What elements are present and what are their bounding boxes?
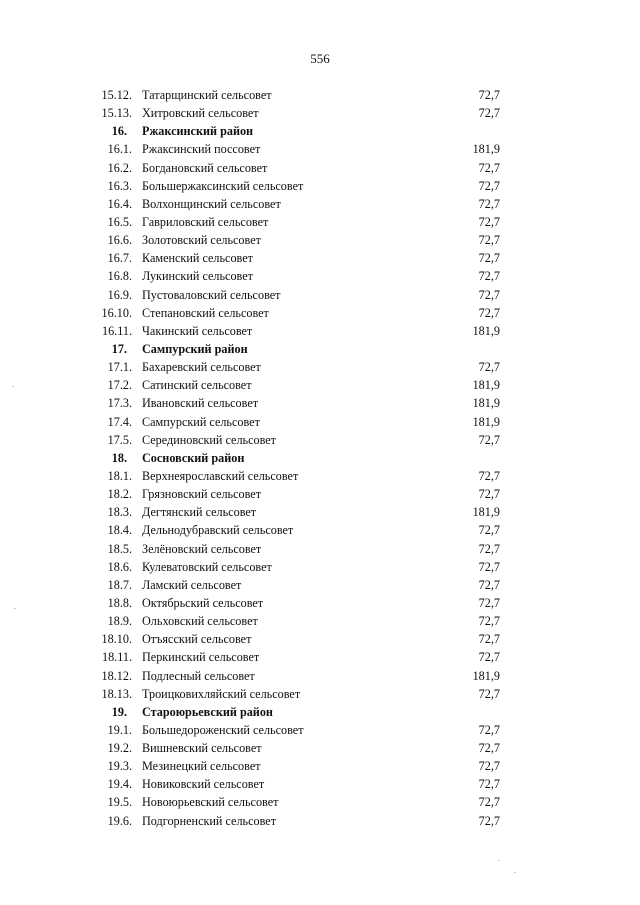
row-number: 19.4. [107,777,132,792]
settlement-name: Бахаревский сельсовет [142,360,261,375]
table-row [0,159,640,177]
scan-speck [514,872,516,873]
table-row [0,503,640,521]
table-row [0,86,640,104]
settlement-name: Гавриловский сельсовет [142,214,269,229]
row-number: 18.3. [107,505,132,520]
table-row [0,394,640,412]
amount-value: 72,7 [478,777,500,792]
row-number: 18.11. [101,650,132,665]
settlement-name: Сампурский сельсовет [142,414,260,429]
scan-speck [498,860,500,861]
settlement-name: Каменский сельсовет [142,251,253,266]
row-number: 18.6. [107,559,132,574]
settlement-name: Татарщинский сельсовет [142,88,272,102]
row-number: 17.1. [107,360,132,375]
amount-value: 72,7 [478,251,500,266]
district-name: Староюрьевский район [142,704,273,719]
row-number: 18.1. [107,468,132,483]
settlement-name: Новиковский сельсовет [142,777,265,792]
table-row [0,558,640,576]
table-row [0,721,640,739]
settlement-name: Грязновский сельсовет [142,487,262,502]
table-row [0,322,640,340]
amount-value: 72,7 [478,178,500,193]
row-number: 16.9. [107,287,132,302]
table-row [0,739,640,757]
settlement-name: Лукинский сельсовет [142,269,253,284]
amount-value: 181,9 [472,505,500,520]
row-number: 18.4. [107,523,132,538]
amount-value: 72,7 [478,813,500,828]
settlement-name: Перкинский сельсовет [142,650,260,665]
row-number: 16.1. [107,142,132,157]
table-row [0,612,640,630]
table-row [0,630,640,648]
amount-value: 72,7 [478,650,500,665]
amount-value: 72,7 [478,523,500,538]
row-number: 18.2. [107,487,132,502]
row-number: 18.5. [107,541,132,556]
table-row [0,195,640,213]
row-number: 16.2. [107,160,132,175]
amount-value: 72,7 [478,795,500,810]
settlement-name: Кулеватовский сельсовет [142,559,272,574]
district-heading-row [0,340,640,358]
row-number: 16.3. [107,178,132,193]
district-heading-row [0,703,640,721]
amount-value: 72,7 [478,88,500,102]
table-row [0,648,640,666]
table-row [0,521,640,539]
row-number: 19.5. [107,795,132,810]
row-number: 16.10. [101,305,132,320]
row-number: 16.7. [107,251,132,266]
amount-value: 181,9 [472,396,500,411]
amount-value: 72,7 [478,541,500,556]
settlement-name: Зелёновский сельсовет [142,541,262,556]
row-number: 17.3. [107,396,132,411]
settlement-name: Дегтянский сельсовет [142,505,257,520]
amount-value: 72,7 [478,432,500,447]
settlement-name: Большержаксинский сельсовет [142,178,304,193]
row-number: 16.6. [107,233,132,248]
row-number: 17.2. [107,378,132,393]
table-row [0,775,640,793]
row-number: 19.6. [107,813,132,828]
row-number: 16.4. [107,196,132,211]
amount-value: 72,7 [478,577,500,592]
settlement-name: Отъясский сельсовет [142,632,252,647]
settlement-name: Вишневский сельсовет [142,741,262,756]
settlement-name: Хитровский сельсовет [142,106,259,121]
table-row [0,413,640,431]
row-number: 19.3. [107,759,132,774]
amount-value: 72,7 [478,360,500,375]
amount-value: 72,7 [478,487,500,502]
table-row [0,358,640,376]
amount-value: 72,7 [478,722,500,737]
table-row [0,467,640,485]
row-number: 19.1. [107,722,132,737]
row-number: 18.13. [101,686,132,701]
amount-value: 72,7 [478,305,500,320]
settlement-table [0,86,640,830]
table-row [0,594,640,612]
row-number: 15.12. [101,88,132,102]
row-number: 16.5. [107,214,132,229]
district-name: Сосновский район [142,450,245,465]
table-row [0,793,640,811]
table-row [0,304,640,322]
table-row [0,485,640,503]
row-number: 16.11. [101,323,132,338]
table-row [0,104,640,122]
settlement-name: Пустоваловский сельсовет [142,287,281,302]
table-row [0,685,640,703]
table-row [0,667,640,685]
settlement-name: Золотовский сельсовет [142,233,261,248]
row-number: 17. [111,341,127,356]
row-number: 17.5. [107,432,132,447]
settlement-name: Верхнеярославский сельсовет [142,468,299,483]
district-name: Ржаксинский район [142,124,254,139]
row-number: 18.12. [101,668,132,683]
row-number: 18.9. [107,614,132,629]
settlement-name: Ламский сельсовет [142,577,242,592]
settlement-name: Подгорненский сельсовет [142,813,277,828]
amount-value: 181,9 [472,378,500,393]
row-number: 16.8. [107,269,132,284]
amount-value: 72,7 [478,287,500,302]
settlement-name: Ивановский сельсовет [142,396,259,411]
row-number: 19.2. [107,741,132,756]
amount-value: 72,7 [478,269,500,284]
row-number: 18.7. [107,577,132,592]
settlement-name: Сатинский сельсовет [142,378,252,393]
amount-value: 181,9 [472,142,500,157]
row-number: 16. [111,124,127,139]
settlement-name: Новоюрьевский сельсовет [142,795,279,810]
table-row [0,757,640,775]
row-number: 19. [111,704,127,719]
row-number: 17.4. [107,414,132,429]
table-row [0,431,640,449]
table-row [0,213,640,231]
amount-value: 72,7 [478,196,500,211]
district-heading-row [0,449,640,467]
row-number: 15.13. [101,106,132,121]
amount-value: 72,7 [478,595,500,610]
table-row [0,140,640,158]
amount-value: 72,7 [478,106,500,121]
table-row [0,231,640,249]
table-row [0,540,640,558]
scan-speck [12,386,14,387]
amount-value: 72,7 [478,559,500,574]
page-number: 556 [310,51,330,66]
amount-value: 72,7 [478,632,500,647]
settlement-name: Серединовский сельсовет [142,432,277,447]
table-row [0,177,640,195]
amount-value: 181,9 [472,668,500,683]
table-row [0,376,640,394]
amount-value: 72,7 [478,468,500,483]
row-number: 18.8. [107,595,132,610]
settlement-name: Степановский сельсовет [142,305,269,320]
table-row [0,576,640,594]
amount-value: 72,7 [478,614,500,629]
table-row [0,267,640,285]
amount-value: 72,7 [478,741,500,756]
table-row [0,249,640,267]
amount-value: 72,7 [478,233,500,248]
row-number: 18. [111,450,127,465]
row-number: 18.10. [101,632,132,647]
amount-value: 181,9 [472,414,500,429]
scan-speck [14,608,16,609]
amount-value: 72,7 [478,160,500,175]
amount-value: 72,7 [478,214,500,229]
settlement-name: Ольховский сельсовет [142,614,258,629]
table-row [0,286,640,304]
amount-value: 181,9 [472,323,500,338]
settlement-name: Подлесный сельсовет [142,668,255,683]
district-heading-row [0,122,640,140]
settlement-name: Волхонщинский сельсовет [142,196,281,211]
settlement-name: Большедороженский сельсовет [142,722,304,737]
district-name: Сампурский район [142,341,248,356]
amount-value: 72,7 [478,759,500,774]
table-row [0,812,640,830]
settlement-name: Чакинский сельсовет [142,323,253,338]
amount-value: 72,7 [478,686,500,701]
settlement-name: Ржаксинский поссовет [142,142,261,157]
settlement-name: Богдановский сельсовет [142,160,268,175]
settlement-name: Мезинецкий сельсовет [142,759,261,774]
settlement-name: Октябрьский сельсовет [142,595,264,610]
settlement-name: Троицковихляйский сельсовет [142,686,301,701]
settlement-name: Дельнодубравский сельсовет [142,523,294,538]
